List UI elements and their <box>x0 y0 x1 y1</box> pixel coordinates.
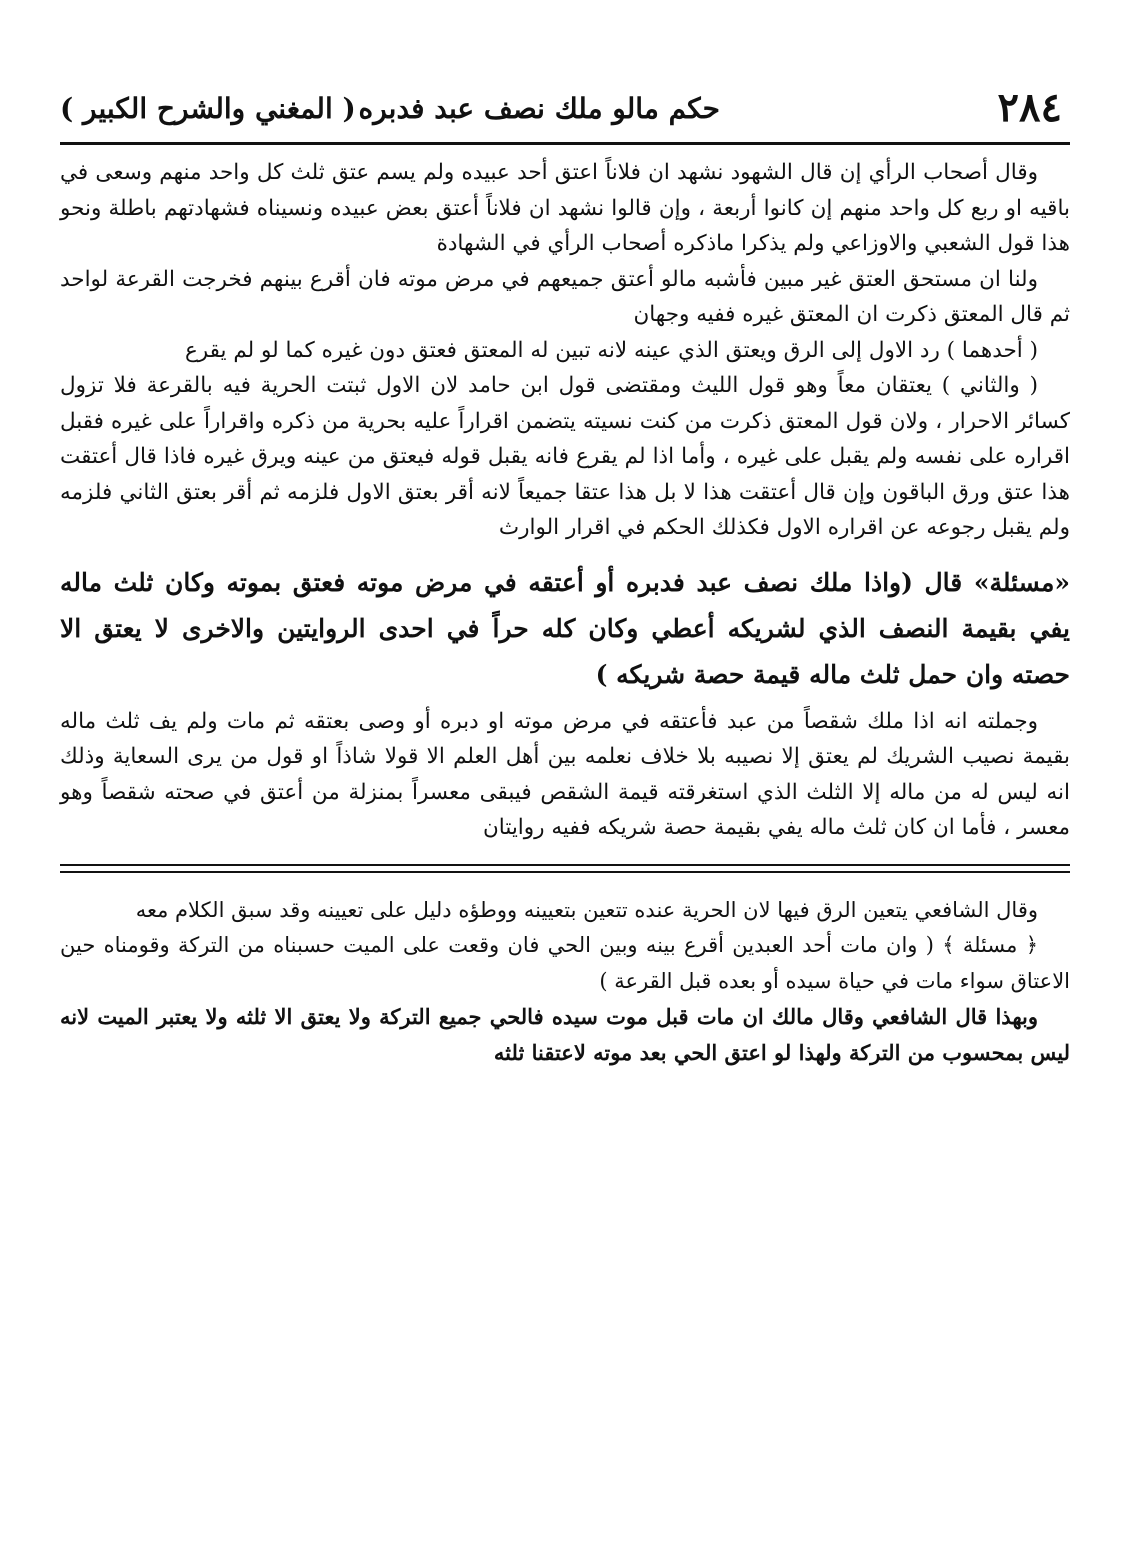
body-paragraph: وقال أصحاب الرأي إن قال الشهود نشهد ان فلاناً اعتق أحد عبيده ولم يسم عتق ثلث كل واحد منهم وسعى في باقيه او ربع كل واحد منهم إن كانوا أربعة ، وإن قالوا نشهد ان فلاناً أعتق بعض عبيده ونسيناه فشهادتهم باطلة ونحو هذا قول الشعبي والاوزاعي ولم يذكرا ماذكره أصحاب الرأي في الشهادة <box>60 160 1070 256</box>
book-title: ( المغني والشرح الكبير ) <box>60 92 356 125</box>
header-rule <box>60 142 1070 145</box>
section-divider <box>60 864 1070 873</box>
page-number: ٢٨٤ <box>997 84 1062 131</box>
page-header <box>60 86 1070 142</box>
body-paragraph: ( أحدهما ) رد الاول إلى الرق ويعتق الذي عينه لانه تبين له المعتق فعتق دون غيره كما لو لم يقرع <box>184 337 1038 363</box>
page <box>60 86 1070 1070</box>
footnote-paragraph: ﴿ مسئلة ﴾ ( وان مات أحد العبدين أقرع بينه وبين الحي فان وقعت على الميت حسبناه من التركة وقومناه حين الاعتاق سواء مات في حياة سيده أو بعده قبل القرعة ) <box>60 933 1070 993</box>
explanation-paragraph: وجملته انه اذا ملك شقصاً من عبد فأعتقه في مرض موته او دبره أو وصى بعتقه ثم مات ولم يف ثلث ماله بقيمة نصيب الشريك لم يعتق إلا نصيبه بلا خلاف نعلمه بين أهل العلم الا قولا شاذاً او قول من يرى السعاية وذلك انه ليس له من ماله إلا الثلث الذي استغرقته قيمة الشقص فيبقى معسراً بمنزلة من أعتق في صحته شقصاً وهو معسر ، فأما ان كان ثلث ماله يفي بقيمة حصة شريكه ففيه روايتان <box>60 708 1070 840</box>
body-paragraph: ولنا ان مستحق العتق غير مبين فأشبه مالو أعتق جميعهم في مرض موته فان أقرع بينهم فخرجت القرعة لواحد ثم قال المعتق ذكرت ان المعتق غيره ففيه وجهان <box>60 266 1070 327</box>
body-paragraph: ( والثاني ) يعتقان معاً وهو قول الليث ومقتضى قول ابن حامد لان الاول ثبتت الحرية فيه بالقرعة فلا تزول كسائر الاحرار ، ولان قول المعتق ذكرت من كنت نسيته يتضمن اقراراً عليه بحرية من ذكره واقراراً على غيره فقبل اقراره على نفسه ولم يقبل على غيره ، وأما اذا لم يقرع فانه يقبل قوله فيعتق من عينه ويرق غيره فاذا قال أعتقت هذا عتق ورق الباقون وإن قال أعتقت هذا لا بل هذا عتقا جميعاً لانه أقر بعتق الاول فلزمه ثم أقر بعتق الثاني فلزمه ولم يقبل رجوعه عن اقراره الاول فكذلك الحكم في اقرار الوارث <box>60 373 1070 540</box>
masala-heading: «مسئلة» قال (واذا ملك نصف عبد فدبره أو أعتقه في مرض موته فعتق بموته وكان ثلث ماله يفي بقيمة النصف الذي لشريكه أعطي وكان كله حراً في احدى الروايتين والاخرى لا يعتق الا حصته وان حمل ثلث ماله قيمة حصة شريكه ) <box>60 567 1070 689</box>
footnote-paragraph: وبهذا قال الشافعي وقال مالك ان مات قبل موت سيده فالحي جميع التركة ولا يعتق الا ثلثه ولا يعتبر الميت لانه ليس بمحسوب من التركة ولهذا لو اعتق الحي بعد موته لاعتقنا ثلثه <box>60 1004 1070 1065</box>
footnote-paragraph: وقال الشافعي يتعين الرق فيها لان الحرية عنده تتعين بتعيينه ووطؤه دليل على تعيينه وقد سبق الكلام معه <box>135 897 1038 922</box>
running-title: حكم مالو ملك نصف عبد فدبره <box>358 92 720 125</box>
